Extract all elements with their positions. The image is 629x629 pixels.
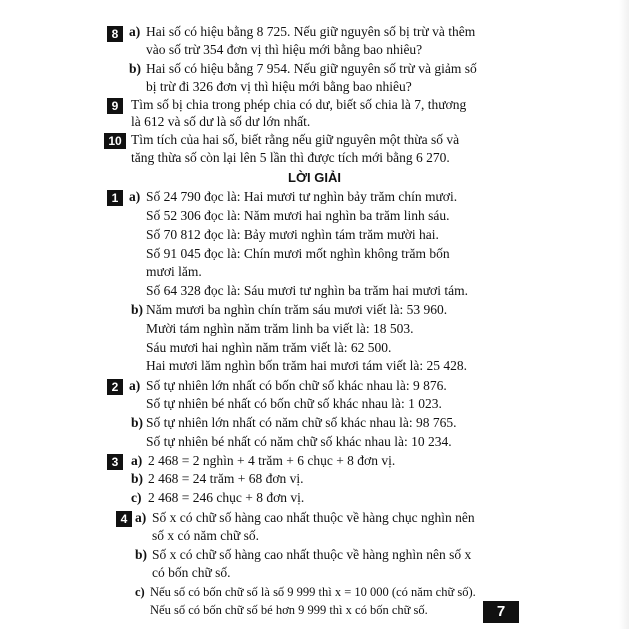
solutions-heading: LỜI GIẢI — [288, 170, 341, 185]
problem-number-badge: 9 — [107, 98, 123, 114]
page-edge-shadow — [619, 0, 629, 629]
solution-text-line: Số tự nhiên bé nhất có bốn chữ số khác nhau là: 1 023. — [146, 396, 442, 411]
problem-number-badge: 10 — [104, 133, 126, 149]
solution-number-badge: 4 — [116, 511, 132, 527]
solution-text-line: 2 468 = 2 nghìn + 4 trăm + 6 chục + 8 đơn vị. — [148, 453, 396, 468]
solution-text-line: có bốn chữ số. — [152, 565, 231, 580]
solution-text-line: mươi lăm. — [146, 264, 202, 279]
problem-text-line: vào số trừ 354 đơn vị thì hiệu mới bằng bao nhiêu? — [146, 42, 423, 57]
solution-text-line: Số 70 812 đọc là: Bảy mươi nghìn tám trăm mười hai. — [146, 227, 439, 242]
part-label: c) — [131, 490, 142, 505]
solution-text-line: Mười tám nghìn năm trăm linh ba viết là: 18 503. — [146, 321, 414, 336]
solution-number-badge: 2 — [107, 379, 123, 395]
problem-text-line: bị trừ đi 326 đơn vị thì hiệu mới bằng bao nhiêu? — [146, 79, 412, 94]
part-label: a) — [135, 510, 147, 525]
solution-text-line: Số tự nhiên bé nhất có năm chữ số khác nhau là: 10 234. — [146, 434, 452, 449]
part-label: a) — [129, 378, 141, 393]
solution-text-line: Số tự nhiên lớn nhất có năm chữ số khác nhau là: 98 765. — [146, 415, 457, 430]
part-label: a) — [129, 24, 141, 39]
solution-number-badge: 1 — [107, 190, 123, 206]
solution-text-line: Số x có chữ số hàng cao nhất thuộc về hàng nghìn nên số x — [152, 547, 472, 562]
part-label: b) — [131, 415, 144, 430]
problem-text-line: Tìm tích của hai số, biết rằng nếu giữ nguyên một thừa số và — [131, 132, 460, 147]
solution-text-line: Nếu số có bốn chữ số bé hơn 9 999 thì x có bốn chữ số. — [150, 603, 428, 617]
solution-text-line: số x có năm chữ số. — [152, 528, 260, 543]
problem-text-line: Hai số có hiệu bằng 8 725. Nếu giữ nguyên số bị trừ và thêm — [146, 24, 476, 39]
solution-text-line: Hai mươi lăm nghìn bốn trăm hai mươi tám viết là: 25 428. — [146, 358, 467, 373]
part-label: c) — [135, 585, 145, 599]
solution-text-line: Sáu mươi hai nghìn năm trăm viết là: 62 500. — [146, 340, 392, 355]
problem-text-line: Tìm số bị chia trong phép chia có dư, biết số chia là 7, thương — [131, 97, 467, 112]
problem-text-line: là 612 và số dư là số dư lớn nhất. — [131, 114, 311, 129]
part-label: b) — [129, 61, 142, 76]
part-label: b) — [135, 547, 148, 562]
solution-text-line: Số x có chữ số hàng cao nhất thuộc về hàng chục nghìn nên — [152, 510, 475, 525]
part-label: a) — [129, 189, 141, 204]
solution-text-line: Nếu số có bốn chữ số là số 9 999 thì x = 10 000 (có năm chữ số). — [150, 585, 476, 599]
solution-text-line: Số 24 790 đọc là: Hai mươi tư nghìn bảy trăm chín mươi. — [146, 189, 458, 204]
problem-text-line: Hai số có hiệu bằng 7 954. Nếu giữ nguyên số trừ và giảm số — [146, 61, 477, 76]
solution-text-line: Số 52 306 đọc là: Năm mươi hai nghìn ba trăm linh sáu. — [146, 208, 450, 223]
solution-text-line: Năm mươi ba nghìn chín trăm sáu mươi viết là: 53 960. — [146, 302, 448, 317]
problem-number-badge: 8 — [107, 26, 123, 42]
part-label: b) — [131, 302, 144, 317]
solution-text-line: 2 468 = 24 trăm + 68 đơn vị. — [148, 471, 304, 486]
solution-text-line: 2 468 = 246 chục + 8 đơn vị. — [148, 490, 305, 505]
solution-text-line: Số 64 328 đọc là: Sáu mươi tư nghìn ba trăm hai mươi tám. — [146, 283, 468, 298]
part-label: a) — [131, 453, 143, 468]
solution-text-line: Số tự nhiên lớn nhất có bốn chữ số khác nhau là: 9 876. — [146, 378, 447, 393]
part-label: b) — [131, 471, 144, 486]
problem-text-line: tăng thừa số còn lại lên 5 lần thì được tích mới bằng 6 270. — [131, 150, 450, 165]
page-number: 7 — [483, 601, 519, 623]
solution-number-badge: 3 — [107, 454, 123, 470]
solution-text-line: Số 91 045 đọc là: Chín mươi mốt nghìn không trăm bốn — [146, 246, 450, 261]
